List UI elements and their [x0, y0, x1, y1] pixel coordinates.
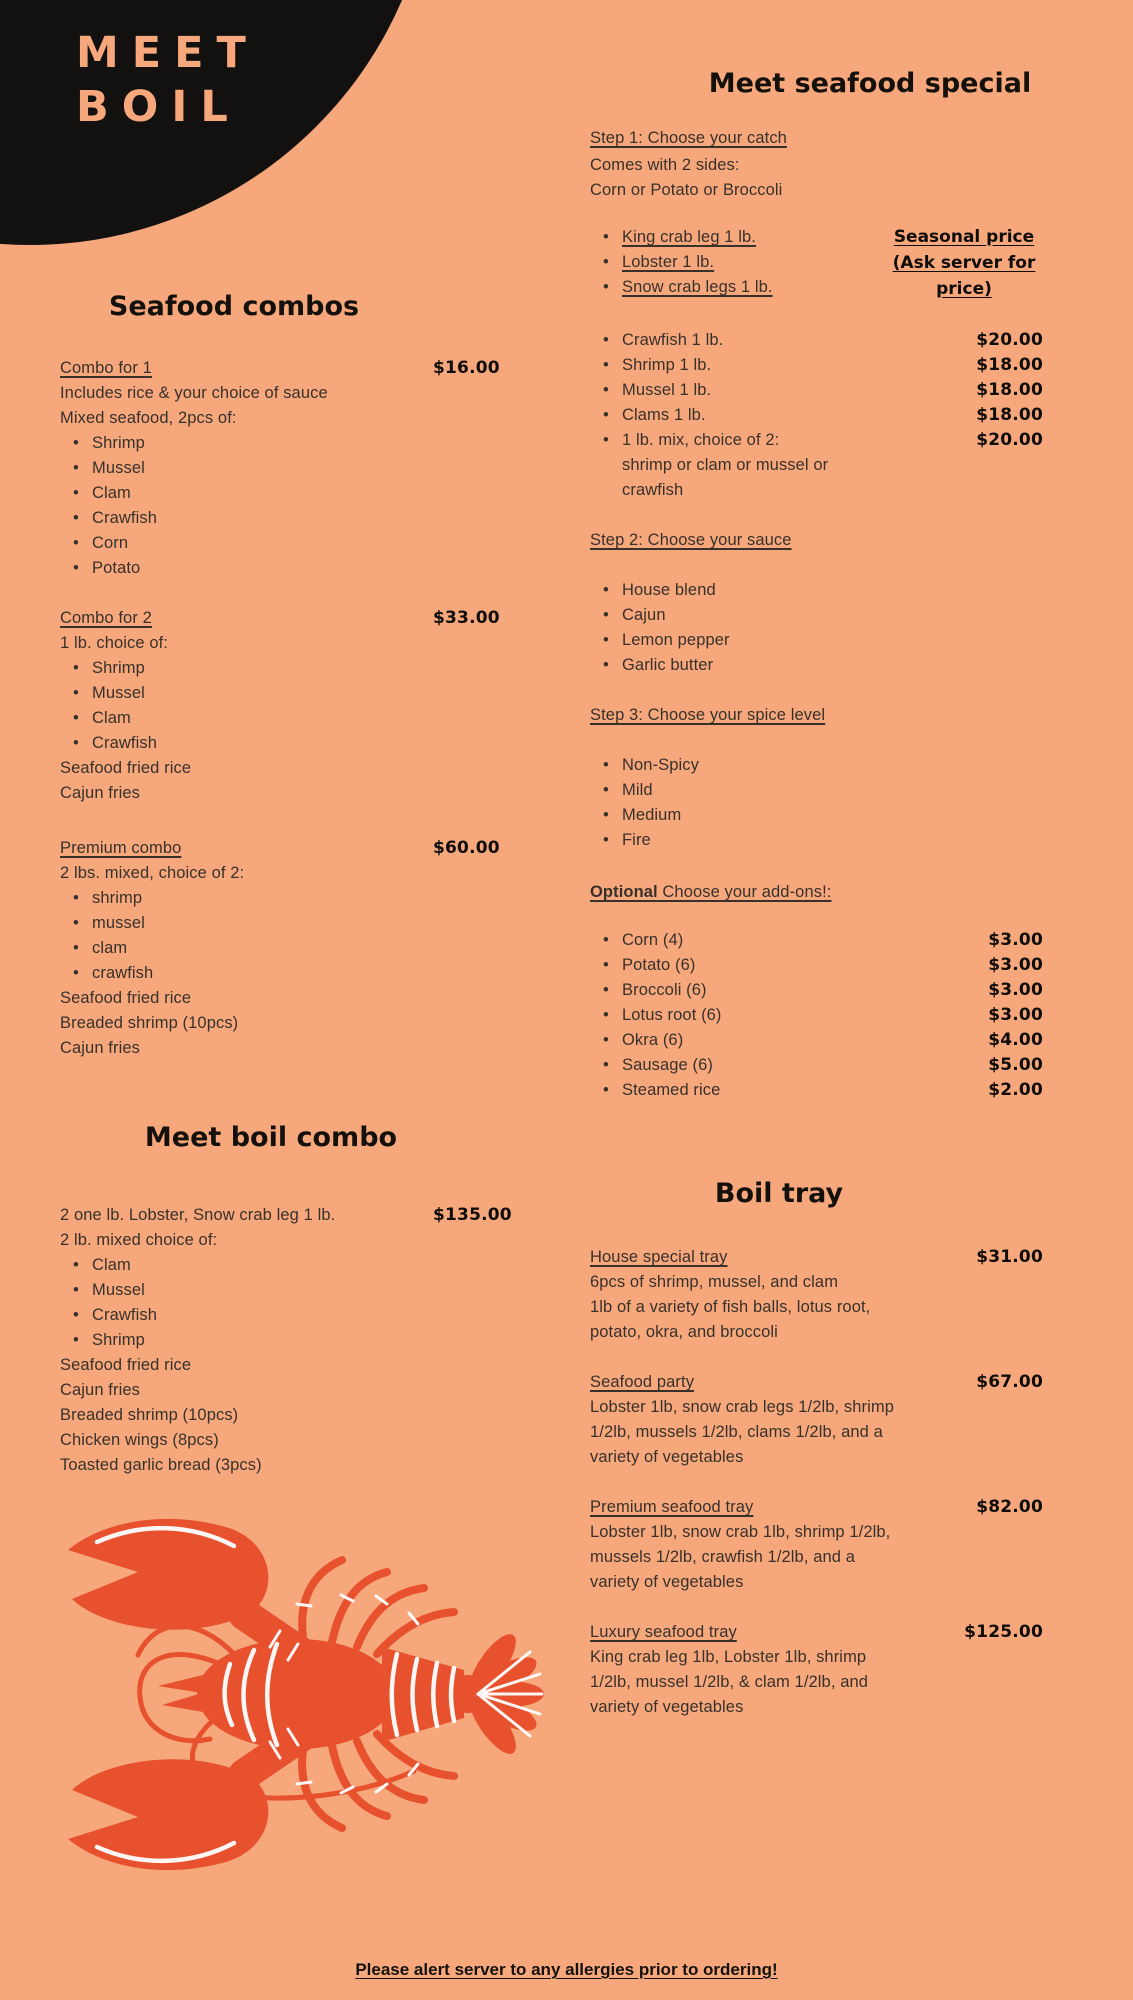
catch-price: $18.00 — [976, 355, 1043, 375]
spice-option — [590, 778, 960, 803]
sauce-option-label: House blend — [622, 581, 716, 599]
boil-tray-title: Boil tray — [714, 1178, 844, 1209]
bullet-dot: • — [603, 956, 609, 974]
addon-item-label: Lotus root (6) — [622, 1006, 722, 1024]
spice-option-label: Fire — [622, 831, 651, 849]
bullet-dot: • — [603, 656, 609, 674]
combo-extra-line: Cajun fries — [60, 784, 140, 802]
combo-option — [60, 556, 436, 581]
boil-combo-extra-line: Seafood fried rice — [60, 1356, 192, 1374]
tray-desc-line: variety of vegetables — [590, 1573, 744, 1591]
bullet-dot: • — [603, 381, 609, 399]
boil-combo-desc-line: 2 lb. mixed choice of: — [60, 1231, 218, 1249]
step1-note-line2: Corn or Potato or Broccoli — [590, 181, 783, 199]
sauce-option — [590, 628, 960, 653]
seasonal-item-label: King crab leg 1 lb. — [622, 228, 756, 246]
catch-item-label: Crawfish 1 lb. — [622, 331, 724, 349]
sauce-option — [590, 578, 960, 603]
bullet-dot: • — [603, 406, 609, 424]
spice-option-label: Non-Spicy — [622, 756, 700, 774]
step1-heading: Step 1: Choose your catch — [590, 129, 787, 147]
bullet-dot: • — [603, 631, 609, 649]
combo-option — [60, 961, 436, 986]
addon-item-label: Sausage (6) — [622, 1056, 713, 1074]
addon-item — [590, 1053, 960, 1078]
combo-desc-line: Includes rice & your choice of sauce — [60, 384, 328, 402]
combo-extra-line: Cajun fries — [60, 1039, 140, 1057]
combo-option — [60, 706, 436, 731]
bullet-dot: • — [73, 1331, 79, 1349]
combo-option — [60, 681, 436, 706]
bullet-dot: • — [73, 659, 79, 677]
bullet-dot: • — [603, 278, 609, 296]
bullet-dot: • — [73, 1281, 79, 1299]
spice-list — [590, 753, 960, 853]
sauce-list — [590, 578, 960, 678]
bullet-dot: • — [73, 434, 79, 452]
bullet-dot: • — [603, 581, 609, 599]
sauce-option-label: Lemon pepper — [622, 631, 730, 649]
combo-item-name: Combo for 2 — [60, 609, 152, 627]
bullet-dot: • — [603, 1081, 609, 1099]
addon-price: $2.00 — [988, 1080, 1043, 1100]
catch-item-cont: shrimp or clam or mussel or — [622, 456, 829, 474]
tray-item-name: House special tray — [590, 1248, 728, 1266]
bullet-dot: • — [73, 509, 79, 527]
bullet-dot: • — [603, 253, 609, 271]
bullet-dot: • — [73, 709, 79, 727]
tray-desc-line: variety of vegetables — [590, 1698, 744, 1716]
catch-item-label: Shrimp 1 lb. — [622, 356, 712, 374]
catch-item — [590, 353, 960, 378]
seasonal-item-label: Snow crab legs 1 lb. — [622, 278, 773, 296]
tray-desc-line: mussels 1/2lb, crawfish 1/2lb, and a — [590, 1548, 855, 1566]
tray-item-price: $31.00 — [976, 1247, 1043, 1267]
catch-price: $20.00 — [976, 430, 1043, 450]
bullet-dot: • — [73, 734, 79, 752]
addons-heading-rest: Choose your add-ons!: — [657, 883, 832, 901]
bullet-dot: • — [603, 831, 609, 849]
combo-option — [60, 531, 436, 556]
combo-option-label: Potato — [92, 559, 141, 577]
seasonal-item — [590, 225, 960, 250]
catch-price: $18.00 — [976, 405, 1043, 425]
addon-item — [590, 953, 960, 978]
tray-item — [590, 1245, 960, 1345]
addon-item — [590, 1078, 960, 1103]
spice-option — [590, 828, 960, 853]
boil-combo-item — [60, 1203, 436, 1478]
addon-item-label: Potato (6) — [622, 956, 696, 974]
addon-price: $4.00 — [988, 1030, 1043, 1050]
logo-line-1: MEET — [76, 28, 259, 78]
bullet-dot: • — [603, 1031, 609, 1049]
catch-item — [590, 428, 960, 453]
spice-option — [590, 753, 960, 778]
seasonal-item — [590, 275, 960, 300]
spice-option-label: Mild — [622, 781, 653, 799]
bullet-dot: • — [73, 889, 79, 907]
catch-item — [590, 403, 960, 428]
addon-list — [590, 928, 960, 1103]
boil-combo-option — [60, 1303, 436, 1328]
combo-option — [60, 506, 436, 531]
combo-extra-line: Seafood fried rice — [60, 759, 192, 777]
combo-option — [60, 431, 436, 456]
step3-heading: Step 3: Choose your spice level — [590, 706, 826, 724]
bullet-dot: • — [73, 484, 79, 502]
addon-price: $3.00 — [988, 955, 1043, 975]
catch-item-label: Clams 1 lb. — [622, 406, 706, 424]
addon-item — [590, 1028, 960, 1053]
catch-price-list — [920, 328, 1043, 453]
combo-option-label: Corn — [92, 534, 129, 552]
bullet-dot: • — [603, 931, 609, 949]
tray-desc-line: Lobster 1lb, snow crab legs 1/2lb, shrimp — [590, 1398, 894, 1416]
boil-combo-option-label: Clam — [92, 1256, 131, 1274]
addon-item-label: Steamed rice — [622, 1081, 721, 1099]
tray-item-name: Seafood party — [590, 1373, 695, 1391]
tray-desc-line: 1/2lb, mussels 1/2lb, clams 1/2lb, and a — [590, 1423, 883, 1441]
combo-option-label: crawfish — [92, 964, 154, 982]
combo-option-label: Clam — [92, 484, 131, 502]
seasonal-item-label: Lobster 1 lb. — [622, 253, 715, 271]
addon-item — [590, 978, 960, 1003]
bullet-dot: • — [73, 1306, 79, 1324]
addon-price: $3.00 — [988, 930, 1043, 950]
addons-heading-bold: Optional — [590, 883, 658, 901]
sauce-option — [590, 603, 960, 628]
logo-line-2: BOIL — [76, 82, 241, 132]
combo-item — [60, 836, 436, 1061]
step1-note-line1: Comes with 2 sides: — [590, 156, 740, 174]
bullet-dot: • — [73, 534, 79, 552]
addon-price: $5.00 — [988, 1055, 1043, 1075]
tray-item-name: Premium seafood tray — [590, 1498, 754, 1516]
bullet-dot: • — [73, 459, 79, 477]
meet-boil-combo-title: Meet boil combo — [144, 1122, 398, 1153]
tray-item — [590, 1370, 960, 1470]
spice-option — [590, 803, 960, 828]
boil-combo-desc-line: 2 one lb. Lobster, Snow crab leg 1 lb. — [60, 1206, 336, 1224]
combo-option-label: Mussel — [92, 684, 145, 702]
catch-price: $18.00 — [976, 380, 1043, 400]
seasonal-line1: Seasonal price — [893, 227, 1035, 247]
combo-item-price: $33.00 — [433, 608, 500, 628]
combo-option-label: clam — [92, 939, 128, 957]
combo-option-label: Shrimp — [92, 434, 145, 452]
combo-extra-line: Seafood fried rice — [60, 989, 192, 1007]
logo — [76, 26, 259, 134]
boil-combo-extra-line: Toasted garlic bread (3pcs) — [60, 1456, 262, 1474]
combo-desc-line: 1 lb. choice of: — [60, 634, 168, 652]
seasonal-items-list — [590, 225, 960, 300]
combo-desc-line: Mixed seafood, 2pcs of: — [60, 409, 237, 427]
bullet-dot: • — [603, 981, 609, 999]
spice-option-label: Medium — [622, 806, 682, 824]
sauce-option-label: Cajun — [622, 606, 666, 624]
seasonal-item — [590, 250, 960, 275]
step2-heading: Step 2: Choose your sauce — [590, 531, 792, 549]
combo-item-price: $16.00 — [433, 358, 500, 378]
bullet-dot: • — [73, 1256, 79, 1274]
combo-option — [60, 656, 436, 681]
seasonal-line3: price) — [936, 279, 992, 299]
boil-combo-option-label: Shrimp — [92, 1331, 145, 1349]
tray-item — [590, 1620, 960, 1720]
boil-combo-option — [60, 1278, 436, 1303]
catch-list — [590, 328, 960, 503]
combo-desc-line: 2 lbs. mixed, choice of 2: — [60, 864, 245, 882]
boil-combo-extra-line: Breaded shrimp (10pcs) — [60, 1406, 239, 1424]
boil-combo-option-label: Crawfish — [92, 1306, 157, 1324]
catch-item — [590, 378, 960, 403]
combo-item-price: $60.00 — [433, 838, 500, 858]
bullet-dot: • — [603, 806, 609, 824]
combo-option-label: Crawfish — [92, 734, 157, 752]
combo-option-label: shrimp — [92, 889, 143, 907]
bullet-dot: • — [603, 606, 609, 624]
boil-combo-option — [60, 1253, 436, 1278]
boil-combo-extra-line: Chicken wings (8pcs) — [60, 1431, 219, 1449]
addon-price-list — [920, 928, 1043, 1103]
catch-price: $20.00 — [976, 330, 1043, 350]
bullet-dot: • — [73, 684, 79, 702]
tray-item-price: $82.00 — [976, 1497, 1043, 1517]
tray-item — [590, 1495, 960, 1595]
bullet-dot: • — [603, 781, 609, 799]
bullet-dot: • — [73, 914, 79, 932]
tray-desc-line: potato, okra, and broccoli — [590, 1323, 778, 1341]
catch-item-label: 1 lb. mix, choice of 2: — [622, 431, 780, 449]
bullet-dot: • — [73, 964, 79, 982]
addon-item — [590, 928, 960, 953]
combo-item — [60, 356, 436, 581]
catch-item-cont: crawfish — [622, 481, 684, 499]
combo-option — [60, 456, 436, 481]
tray-desc-line: variety of vegetables — [590, 1448, 744, 1466]
seafood-combos-title: Seafood combos — [108, 291, 360, 322]
combo-option — [60, 911, 436, 936]
addon-price: $3.00 — [988, 1005, 1043, 1025]
sauce-option-label: Garlic butter — [622, 656, 714, 674]
addon-item-label: Corn (4) — [622, 931, 684, 949]
combo-option — [60, 886, 436, 911]
bullet-dot: • — [603, 756, 609, 774]
bullet-dot: • — [603, 431, 609, 449]
combo-option-label: Crawfish — [92, 509, 157, 527]
seasonal-line2: (Ask server for — [892, 253, 1036, 273]
addon-item — [590, 1003, 960, 1028]
step1-note — [590, 153, 960, 203]
addons-heading — [590, 880, 960, 905]
boil-combo-price: $135.00 — [433, 1205, 512, 1225]
addon-item-label: Broccoli (6) — [622, 981, 707, 999]
tray-item-price: $67.00 — [976, 1372, 1043, 1392]
tray-desc-line: Lobster 1lb, snow crab 1lb, shrimp 1/2lb, — [590, 1523, 891, 1541]
bullet-dot: • — [603, 331, 609, 349]
combo-option-label: mussel — [92, 914, 145, 932]
catch-item — [590, 328, 960, 353]
combo-option-label: Mussel — [92, 459, 145, 477]
catch-item-label: Mussel 1 lb. — [622, 381, 712, 399]
combo-option — [60, 731, 436, 756]
lobster-illustration — [42, 1492, 547, 1897]
combo-option-label: Clam — [92, 709, 131, 727]
addon-item-label: Okra (6) — [622, 1031, 684, 1049]
boil-combo-option — [60, 1328, 436, 1353]
combo-item-name: Combo for 1 — [60, 359, 152, 377]
bullet-dot: • — [603, 228, 609, 246]
tray-desc-line: 6pcs of shrimp, mussel, and clam — [590, 1273, 839, 1291]
combo-option — [60, 481, 436, 506]
bullet-dot: • — [603, 1056, 609, 1074]
combo-option — [60, 936, 436, 961]
combo-item — [60, 606, 436, 806]
combo-option-label: Shrimp — [92, 659, 145, 677]
tray-desc-line: King crab leg 1lb, Lobster 1lb, shrimp — [590, 1648, 867, 1666]
allergy-notice: Please alert server to any allergies prior to ordering! — [355, 1960, 778, 1979]
bullet-dot: • — [73, 939, 79, 957]
tray-desc-line: 1lb of a variety of fish balls, lotus root, — [590, 1298, 871, 1316]
boil-combo-extra-line: Cajun fries — [60, 1381, 140, 1399]
boil-combo-option-label: Mussel — [92, 1281, 145, 1299]
combo-item-name: Premium combo — [60, 839, 182, 857]
tray-desc-line: 1/2lb, mussel 1/2lb, & clam 1/2lb, and — [590, 1673, 869, 1691]
bullet-dot: • — [73, 559, 79, 577]
tray-item-price: $125.00 — [964, 1622, 1043, 1642]
sauce-option — [590, 653, 960, 678]
tray-item-name: Luxury seafood tray — [590, 1623, 737, 1641]
addon-price: $3.00 — [988, 980, 1043, 1000]
bullet-dot: • — [603, 1006, 609, 1024]
bullet-dot: • — [603, 356, 609, 374]
combo-extra-line: Breaded shrimp (10pcs) — [60, 1014, 239, 1032]
seafood-special-title: Meet seafood special — [708, 68, 1032, 99]
